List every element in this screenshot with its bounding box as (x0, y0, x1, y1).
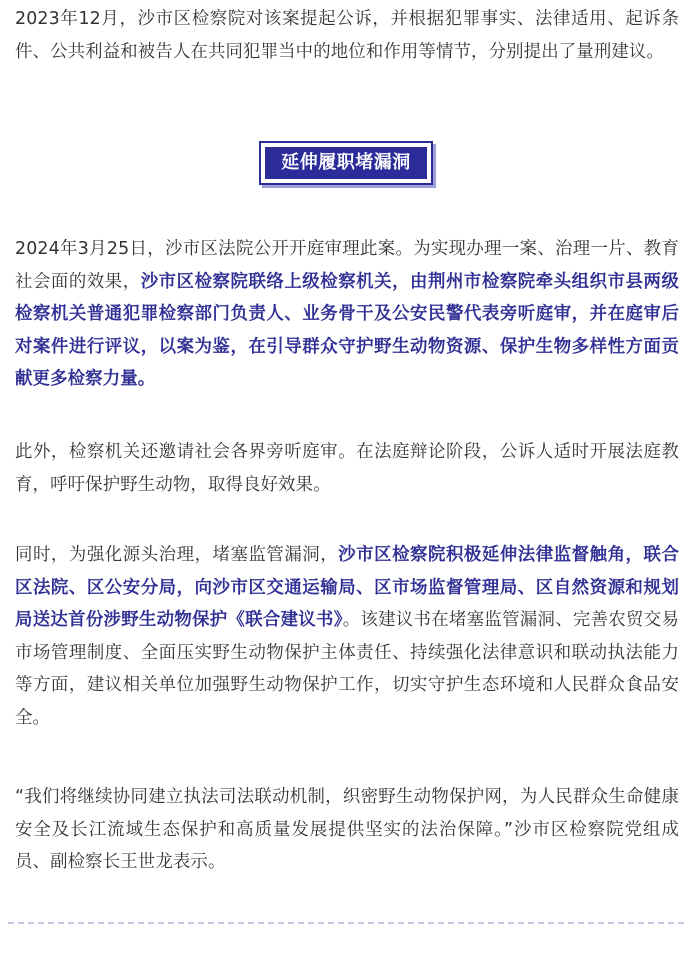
paragraph-source-governance-highlight: 沙市区检察院积极延伸法律监督触角，联合区法院、区公安分局，向沙市区交通运输局、区市场监督管理局、区自然资源和规划局送达首份涉野生动物保护《联合建议书》 (15, 545, 680, 631)
paragraph-trial (15, 233, 679, 396)
footer-divider (8, 922, 684, 924)
paragraph-trial-plain: 2024年3月25日，沙市区法院公开开庭审理此案。为实现办理一案、治理一片、教育社会面的效果， (15, 239, 679, 292)
section-heading-text: 延伸履职堵漏洞 (265, 147, 427, 179)
section-heading-container (0, 141, 692, 185)
paragraph-indictment-text: 2023年12月，沙市区检察院对该案提起公诉，并根据犯罪事实、法律适用、起诉条件、公共利益和被告人在共同犯罪当中的地位和作用等情节，分别提出了量刑建议。 (15, 9, 679, 62)
paragraph-source-governance (15, 539, 679, 735)
paragraph-trial-highlight: 沙市区检察院联络上级检察机关，由荆州市检察院牵头组织市县两级检察机关普通犯罪检察部门负责人、业务骨干及公安民警代表旁听庭审，并在庭审后对案件进行评议，以案为鉴，在引导群众守护野生动物资源、保护生物多样性方面贡献更多检察力量。 (15, 271, 679, 390)
paragraph-indictment (15, 3, 679, 68)
paragraph-quote-text: “我们将继续协同建立执法司法联动机制，织密野生动物保护网，为人民群众生命健康安全及长江流域生态保护和高质量发展提供坚实的法治保障。”沙市区检察院党组成员、副检察长王世龙表示。 (15, 787, 679, 873)
paragraph-source-governance-plain-b: 。该建议书在堵塞监管漏洞、完善农贸交易市场管理制度、全面压实野生动物保护主体责任、持续强化法律意识和联动执法能力等方面，建议相关单位加强野生动物保护工作，切实守护生态环境和人民群众食品安全。 (15, 610, 679, 728)
paragraph-source-governance-plain-a: 同时，为强化源头治理，堵塞监管漏洞， (15, 545, 339, 565)
paragraph-public-hearing (15, 436, 679, 501)
paragraph-quote (15, 781, 679, 879)
section-heading (259, 141, 433, 185)
paragraph-public-hearing-text: 此外，检察机关还邀请社会各界旁听庭审。在法庭辩论阶段，公诉人适时开展法庭教育，呼吁保护野生动物，取得良好效果。 (15, 442, 679, 495)
